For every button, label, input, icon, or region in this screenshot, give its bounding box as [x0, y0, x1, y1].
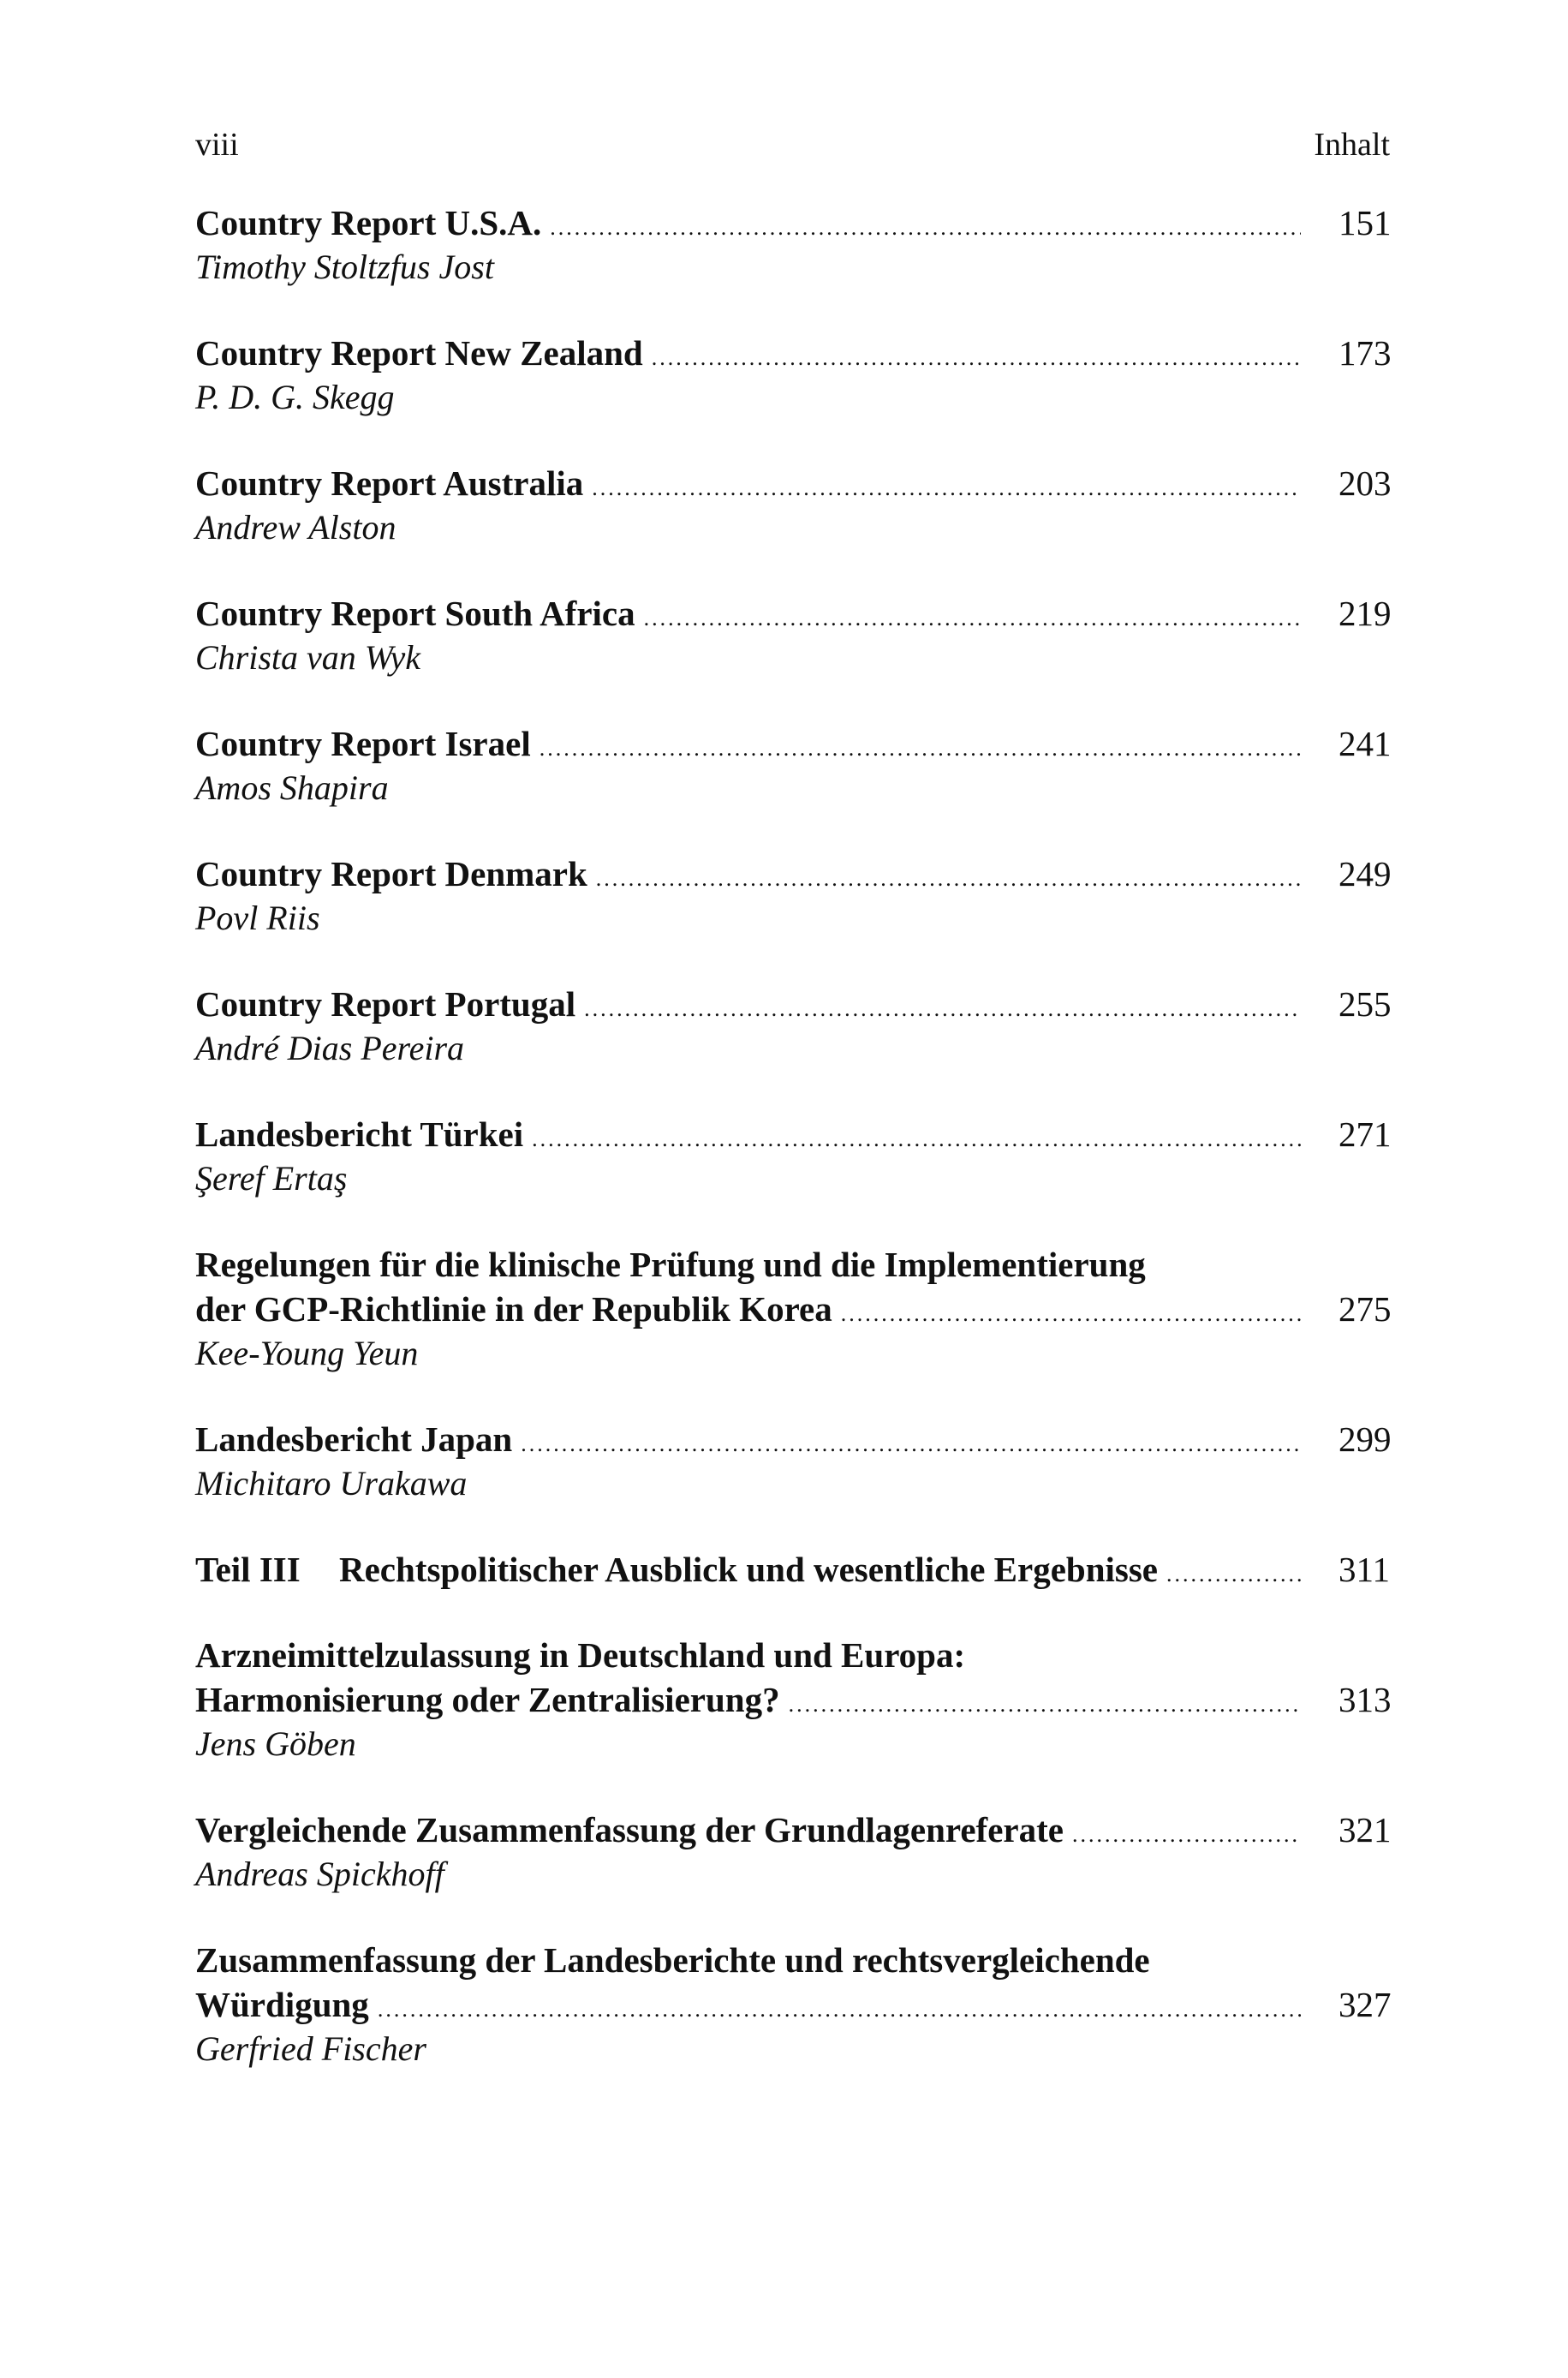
dot-leader [1072, 1807, 1301, 1857]
toc-entry-line [195, 1547, 1390, 1592]
toc-entry-line [195, 1287, 1390, 1331]
toc-entry-title-line2: Harmonisierung oder Zentralisierung? [195, 1680, 780, 1719]
toc-entry-author: Şeref Ertaş [195, 1159, 348, 1198]
toc-entry-title-line1: Zusammenfassung der Landesberichte und rechtsvergleichende [195, 1940, 1150, 1980]
toc-entry [195, 591, 1390, 680]
toc-entry-title-line2: Würdigung [195, 1985, 369, 2024]
dot-leader [652, 331, 1301, 380]
toc-entry-author: André Dias Pereira [195, 1029, 465, 1067]
toc-entry-line [195, 1677, 1390, 1722]
toc-entry [195, 851, 1390, 941]
toc-entry-author: Andreas Spickhoff [195, 1855, 444, 1893]
toc-entry-line [195, 1242, 1390, 1287]
dot-leader [532, 1112, 1301, 1162]
toc-entry-line [195, 1807, 1390, 1852]
toc-entry-page: 241 [1338, 724, 1392, 763]
toc-entry-line [195, 1982, 1390, 2027]
toc-entry-title: Country Report Denmark [195, 854, 587, 893]
dot-leader [789, 1677, 1301, 1727]
toc-entry-page: 327 [1338, 1985, 1392, 2024]
toc-entry [195, 200, 1390, 290]
dot-leader [841, 1287, 1301, 1336]
toc-entry-author: P. D. G. Skegg [195, 378, 395, 416]
toc-entry-page: 203 [1338, 463, 1392, 503]
toc-entry [195, 721, 1390, 810]
toc-entry-author: Andrew Alston [195, 508, 396, 547]
toc-entry-author: Gerfried Fischer [195, 2029, 426, 2068]
toc-part-label: Teil III [195, 1550, 301, 1589]
toc-entry-page: 275 [1338, 1289, 1392, 1329]
toc-entry-page: 313 [1338, 1680, 1392, 1719]
toc-entry-author: Amos Shapira [195, 768, 389, 807]
toc-entry-page: 271 [1338, 1114, 1392, 1154]
toc-part-entry [195, 1547, 1390, 1592]
toc-entry-title: Landesbericht Türkei [195, 1114, 524, 1154]
toc-entry-title-line1: Arzneimittelzulassung in Deutschland und Europa: [195, 1635, 966, 1675]
dot-leader [1166, 1547, 1301, 1597]
toc-entry-line [195, 851, 1390, 896]
toc-entry-page: 299 [1338, 1419, 1392, 1459]
toc-entry-author: Timothy Stoltzfus Jost [195, 248, 494, 286]
dot-leader [596, 851, 1301, 901]
dot-leader [521, 1417, 1301, 1467]
toc-entry-page: 249 [1338, 854, 1392, 893]
toc-entry [195, 982, 1390, 1071]
table-of-contents [195, 200, 1390, 2112]
toc-entry-author: Christa van Wyk [195, 638, 420, 677]
dot-leader [540, 721, 1301, 771]
toc-entry [195, 461, 1390, 550]
toc-entry-line [195, 461, 1390, 505]
dot-leader [584, 982, 1301, 1031]
toc-entry-line [195, 1112, 1390, 1156]
toc-entry-author: Povl Riis [195, 899, 320, 937]
toc-entry-title: Country Report Australia [195, 463, 584, 503]
toc-entry-title: Rechtspolitischer Ausblick und wesentliche Ergebnisse [339, 1550, 1158, 1589]
toc-entry-line [195, 200, 1390, 245]
toc-entry-line [195, 1417, 1390, 1461]
toc-entry-author: Jens Göben [195, 1724, 356, 1763]
toc-entry-page: 311 [1338, 1550, 1390, 1589]
toc-entry-page: 173 [1338, 333, 1392, 373]
dot-leader [644, 591, 1301, 641]
toc-entry-line [195, 331, 1390, 375]
toc-entry [195, 1417, 1390, 1506]
dot-leader [550, 200, 1301, 250]
toc-entry-line [195, 591, 1390, 636]
dot-leader [592, 461, 1301, 511]
toc-entry [195, 331, 1390, 420]
toc-entry-line [195, 721, 1390, 766]
header-section-title: Inhalt [1314, 127, 1390, 163]
dot-leader [378, 1982, 1301, 2032]
toc-entry-title: Country Report U.S.A. [195, 203, 542, 242]
toc-entry [195, 1807, 1390, 1897]
header-page-number: viii [195, 127, 239, 163]
toc-entry-line [195, 982, 1390, 1026]
toc-entry-page: 321 [1338, 1810, 1392, 1849]
toc-entry-title: Landesbericht Japan [195, 1419, 513, 1459]
toc-entry-title: Country Report Portugal [195, 984, 576, 1024]
toc-entry-line [195, 1633, 1390, 1677]
toc-entry-title: Country Report Israel [195, 724, 531, 763]
toc-entry-title-line2: der GCP-Richtlinie in der Republik Korea [195, 1289, 832, 1329]
toc-entry [195, 1938, 1390, 2071]
toc-entry-title: Vergleichende Zusammenfassung der Grundlagenreferate [195, 1810, 1064, 1849]
toc-entry-title-line1: Regelungen für die klinische Prüfung und die Implementierung [195, 1245, 1146, 1284]
toc-entry [195, 1112, 1390, 1201]
toc-entry-page: 219 [1338, 594, 1392, 633]
toc-entry-page: 151 [1338, 203, 1392, 242]
toc-entry [195, 1633, 1390, 1766]
toc-entry-title: Country Report New Zealand [195, 333, 643, 373]
toc-entry [195, 1242, 1390, 1376]
running-head [195, 123, 1390, 166]
toc-entry-line [195, 1938, 1390, 1982]
toc-entry-title: Country Report South Africa [195, 594, 635, 633]
toc-entry-author: Kee-Young Yeun [195, 1334, 419, 1372]
toc-entry-author: Michitaro Urakawa [195, 1464, 468, 1503]
toc-entry-page: 255 [1338, 984, 1392, 1024]
